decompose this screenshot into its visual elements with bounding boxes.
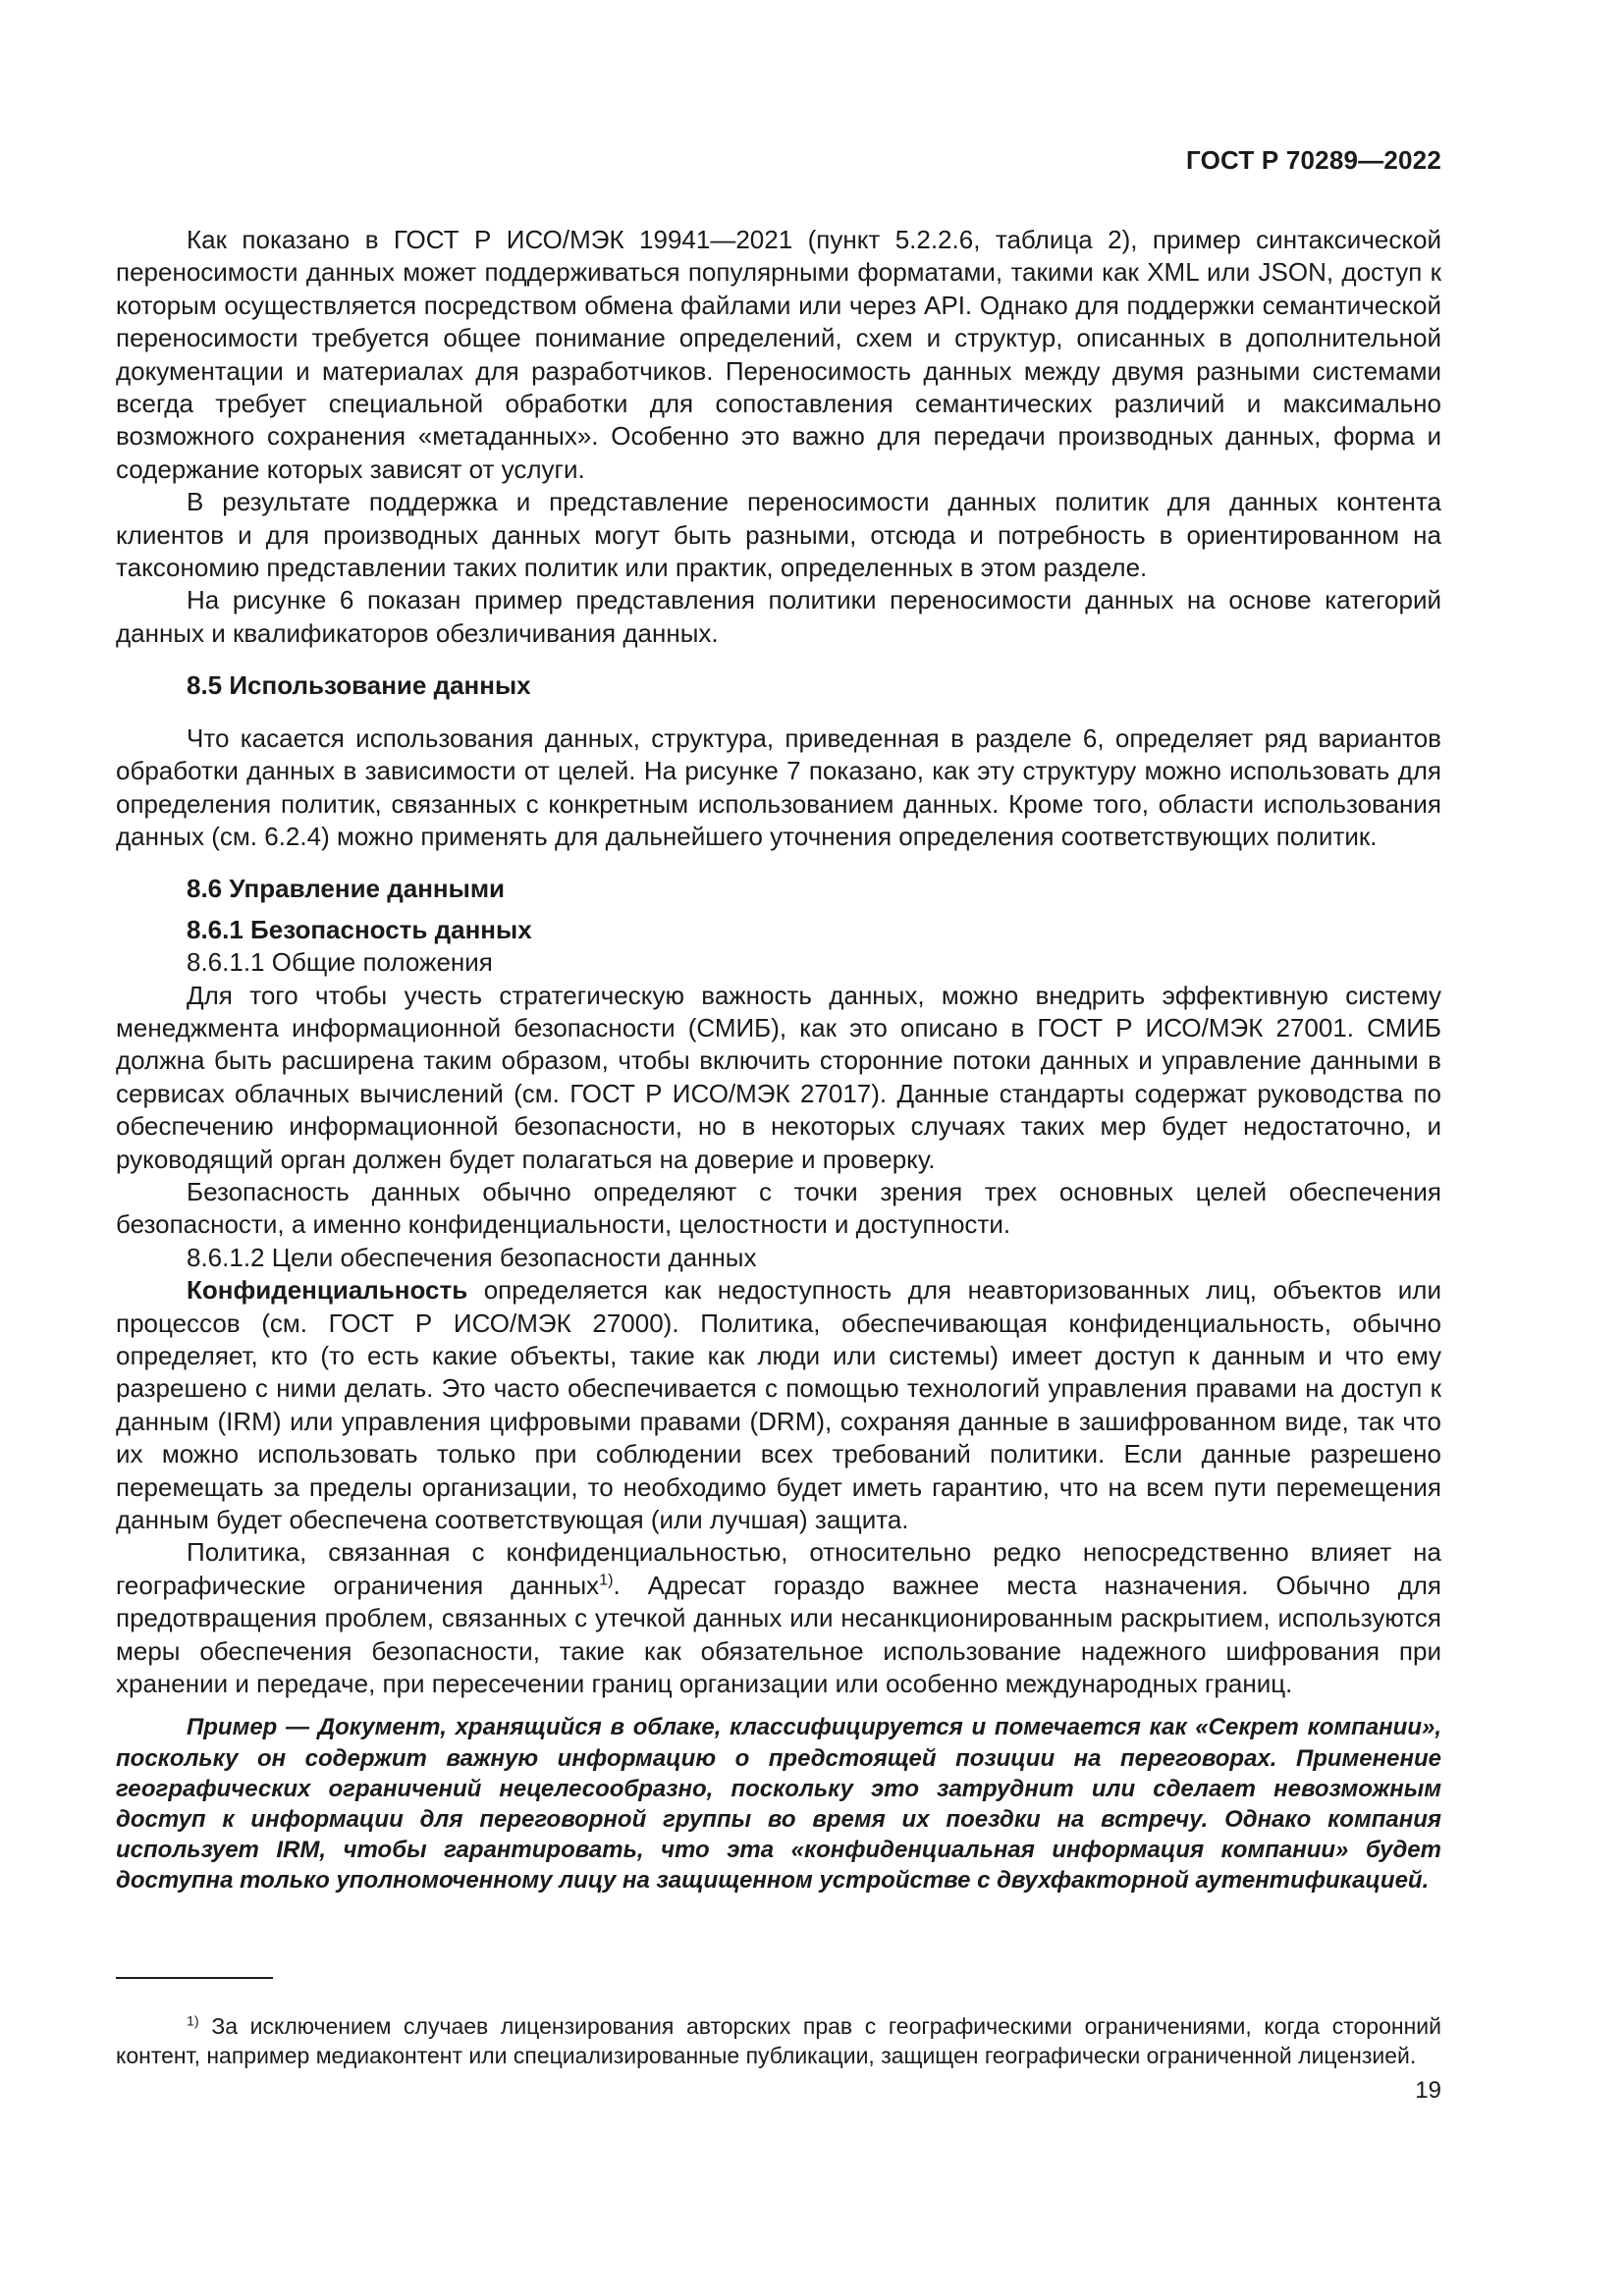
footnote-text: За исключением случаев лицензирования авторских прав с географическими ограничениями, когда сторонний контент, например медиаконтент или специализированные публикации, защищен географически ограниченной лицензией.	[116, 2013, 1441, 2068]
section-heading-8-5: 8.5 Использование данных	[187, 670, 531, 701]
paragraph-confidentiality	[116, 1274, 1441, 1536]
paragraph-text: Политика, связанная с конфиденциальностью, относительно редко непосредственно влияет на географические ограничения данных	[116, 1537, 1441, 1600]
section-heading-8-6: 8.6 Управление данными	[187, 874, 506, 904]
section-heading-8-6-1: 8.6.1 Безопасность данных	[187, 914, 532, 944]
paragraph: Что касается использования данных, структура, приведенная в разделе 6, определяет ряд вариантов обработки данных в зависимости от целей. На рисунке 7 показано, как эту структуру можно использовать для определения политик, связанных с конкретным использованием данных. Кроме того, области использования данных (см. 6.2.4) можно применять для дальнейшего уточнения определения соответствующих политик.	[116, 722, 1441, 851]
paragraph: Безопасность данных обычно определяют с точки зрения трех основных целей обеспечения безопасности, а именно конфиденциальности, целостности и доступности.	[116, 1176, 1441, 1240]
footnote-divider	[116, 1977, 273, 1979]
paragraph: На рисунке 6 показан пример представления политики переносимости данных на основе категорий данных и квалификаторов обезличивания данных.	[116, 585, 1441, 648]
example-note: Пример — Документ, хранящийся в облаке, классифицируется и помечается как «Секрет компании», поскольку он содержит важную информацию о предстоящей позиции на переговорах. Применение географических ограничений нецелесообразно, поскольку это затруднит или сделает невозможным доступ к информации для переговорной группы во время их поездки на встречу. Однако компания использует IRM, чтобы гарантировать, что эта «конфиденциальная информация компании» будет доступна только уполномоченному лицу на защищенном устройстве с двухфакторной аутентификацией.	[116, 1714, 1441, 1895]
paragraph: Как показано в ГОСТ Р ИСО/МЭК 19941—2021 (пункт 5.2.2.6, таблица 2), пример синтаксической переносимости данных может поддерживаться популярными форматами, такими как XML или JSON, доступ к которым осуществляется посредством обмена файлами или через API. Однако для поддержки семантической переносимости требуется общее понимание определений, схем и структур, описанных в дополнительной документации и материалах для разработчиков. Переносимость данных между двумя разными системами всегда требует специальной обработки для сопоставления семантических различий и максимально возможного сохранения «метаданных». Особенно это важно для передачи производных данных, форма и содержание которых зависят от услуги.	[116, 225, 1441, 484]
footnote-reference[interactable]: 1)	[599, 1571, 614, 1589]
paragraph-geo-restrictions	[116, 1536, 1441, 1700]
footnote-marker: 1)	[187, 2013, 199, 2030]
document-id-header: ГОСТ Р 70289—2022	[1186, 145, 1441, 175]
page-number: 19	[1415, 2077, 1441, 2104]
term-confidentiality: Конфиденциальность	[187, 1275, 468, 1306]
paragraph: Для того чтобы учесть стратегическую важность данных, можно внедрить эффективную систему менеджмента информационной безопасности (СМИБ), как это описано в ГОСТ Р ИСО/МЭК 27001. СМИБ должна быть расширена таким образом, чтобы включить сторонние потоки данных и управление данными в сервисах облачных вычислений (см. ГОСТ Р ИСО/МЭК 27017). Данные стандарты содержат руководства по обеспечению информационной безопасности, но в некоторых случаях таких мер будет недостаточно, и руководящий орган должен будет полагаться на доверие и проверку.	[116, 980, 1441, 1174]
paragraph: В результате поддержка и представление переносимости данных политик для данных контента клиентов и для производных данных могут быть разными, отсюда и потребность в ориентированном на таксономию представлении таких политик или практик, определенных в этом разделе.	[116, 487, 1441, 583]
section-heading-8-6-1-1: 8.6.1.1 Общие положения	[187, 947, 493, 978]
paragraph-text: . Адресат гораздо важнее места назначения. Обычно для предотвращения проблем, связанных с утечкой данных или несанкционированным раскрытием, используются меры обеспечения безопасности, такие как обязательное использование надежного шифрования при хранении и передаче, при пересечении границ организации или особенно международных границ.	[116, 1570, 1441, 1699]
paragraph-text: определяется как недоступность для неавторизованных лиц, объектов или процессов (см. ГОСТ Р ИСО/МЭК 27000). Политика, обеспечивающая конфиденциальность, обычно определяет, кто (то есть какие объекты, такие как люди или системы) имеет доступ к данным и что ему разрешено с ними делать. Это часто обеспечивается с помощью технологий управления правами на доступ к данным (IRM) или управления цифровыми правами (DRM), сохраняя данные в зашифрованном виде, так что их можно использовать только при соблюдении всех требований политики. Если данные разрешено перемещать за пределы организации, то необходимо будет иметь гарантию, что на всем пути перемещения данным будет обеспечена соответствующая (или лучшая) защита.	[116, 1275, 1441, 1535]
main-content	[116, 224, 1441, 1896]
footnote	[116, 2011, 1441, 2070]
section-heading-8-6-1-2: 8.6.1.2 Цели обеспечения безопасности данных	[187, 1242, 757, 1272]
